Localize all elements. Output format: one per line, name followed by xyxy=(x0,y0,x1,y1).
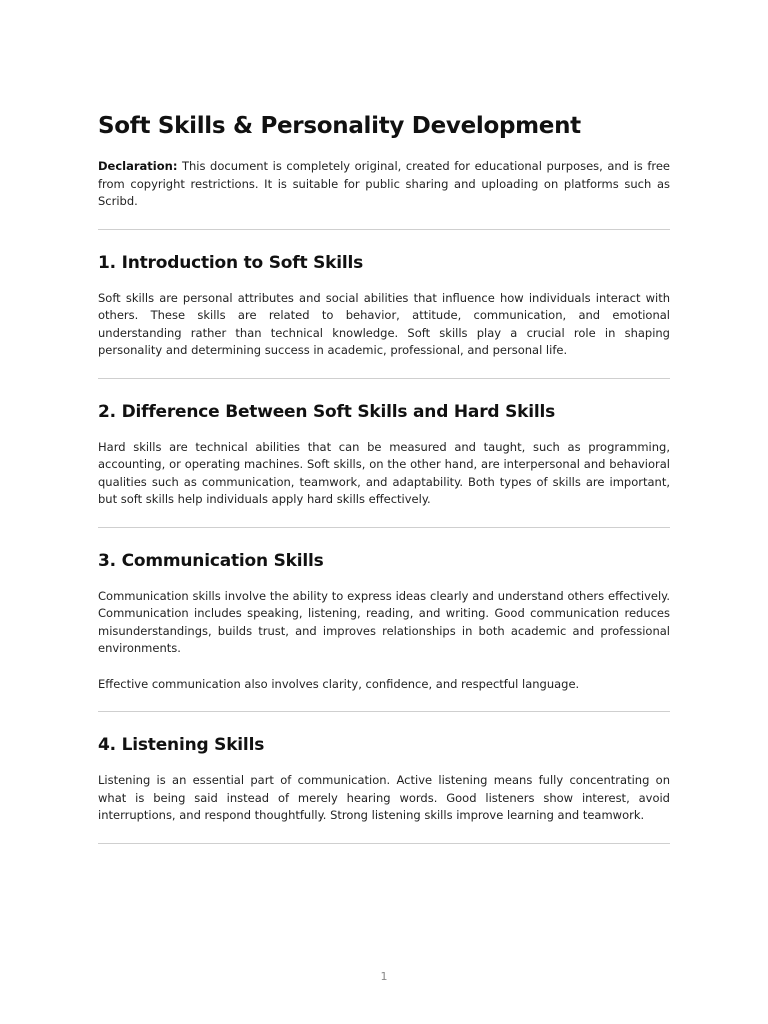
declaration-text: This document is completely original, created for educational purposes, and is free from copyright restrictions. It is suitable for public sharing and uploading on platforms such as Scribd. xyxy=(98,159,670,208)
document-title: Soft Skills & Personality Development xyxy=(98,113,581,139)
divider xyxy=(98,843,670,844)
divider xyxy=(98,378,670,379)
section-communication xyxy=(98,549,670,694)
section-body xyxy=(98,588,670,694)
section-introduction xyxy=(98,251,670,360)
section-paragraph: Hard skills are technical abilities that can be measured and taught, such as programming, accounting, or operating machines. Soft skills, on the other hand, are interpersonal and behavioral qualities such as communication, teamwork, and adaptability. Both types of skills are important, but soft skills help individuals apply hard skills effectively. xyxy=(98,439,670,506)
declaration-label: Declaration: xyxy=(98,159,178,173)
page-number: 1 xyxy=(380,970,388,983)
divider xyxy=(98,229,670,230)
divider xyxy=(98,711,670,712)
section-body xyxy=(98,290,670,360)
section-difference xyxy=(98,400,670,509)
section-heading: 2. Difference Between Soft Skills and Hard Skills xyxy=(98,401,556,422)
section-body xyxy=(98,439,670,509)
section-heading: 4. Listening Skills xyxy=(98,735,265,755)
section-heading: 3. Communication Skills xyxy=(98,550,324,571)
divider xyxy=(98,527,670,528)
section-paragraph: Communication skills involve the ability to express ideas clearly and understand others effectively. Communication includes speaking, listening, reading, and writing. Good communication reduces misunderstandings, builds trust, and improves relationships in both academic and professional environments. xyxy=(98,588,670,655)
section-paragraph: Soft skills are personal attributes and social abilities that influence how individuals interact with others. These skills are related to behavior, attitude, communication, and emotional understanding rather than technical knowledge. Soft skills play a crucial role in shaping personality and determining success in academic, professional, and personal life. xyxy=(98,290,670,357)
section-heading: 1. Introduction to Soft Skills xyxy=(98,252,364,273)
section-body xyxy=(98,772,670,825)
section-paragraph: Effective communication also involves clarity, confidence, and respectful language. xyxy=(98,676,580,691)
section-listening xyxy=(98,733,670,825)
declaration xyxy=(98,158,670,211)
section-paragraph: Listening is an essential part of communication. Active listening means fully concentrating on what is being said instead of merely hearing words. Good listeners show interest, avoid interruptions, and respond thoughtfully. Strong listening skills improve learning and teamwork. xyxy=(98,773,670,822)
